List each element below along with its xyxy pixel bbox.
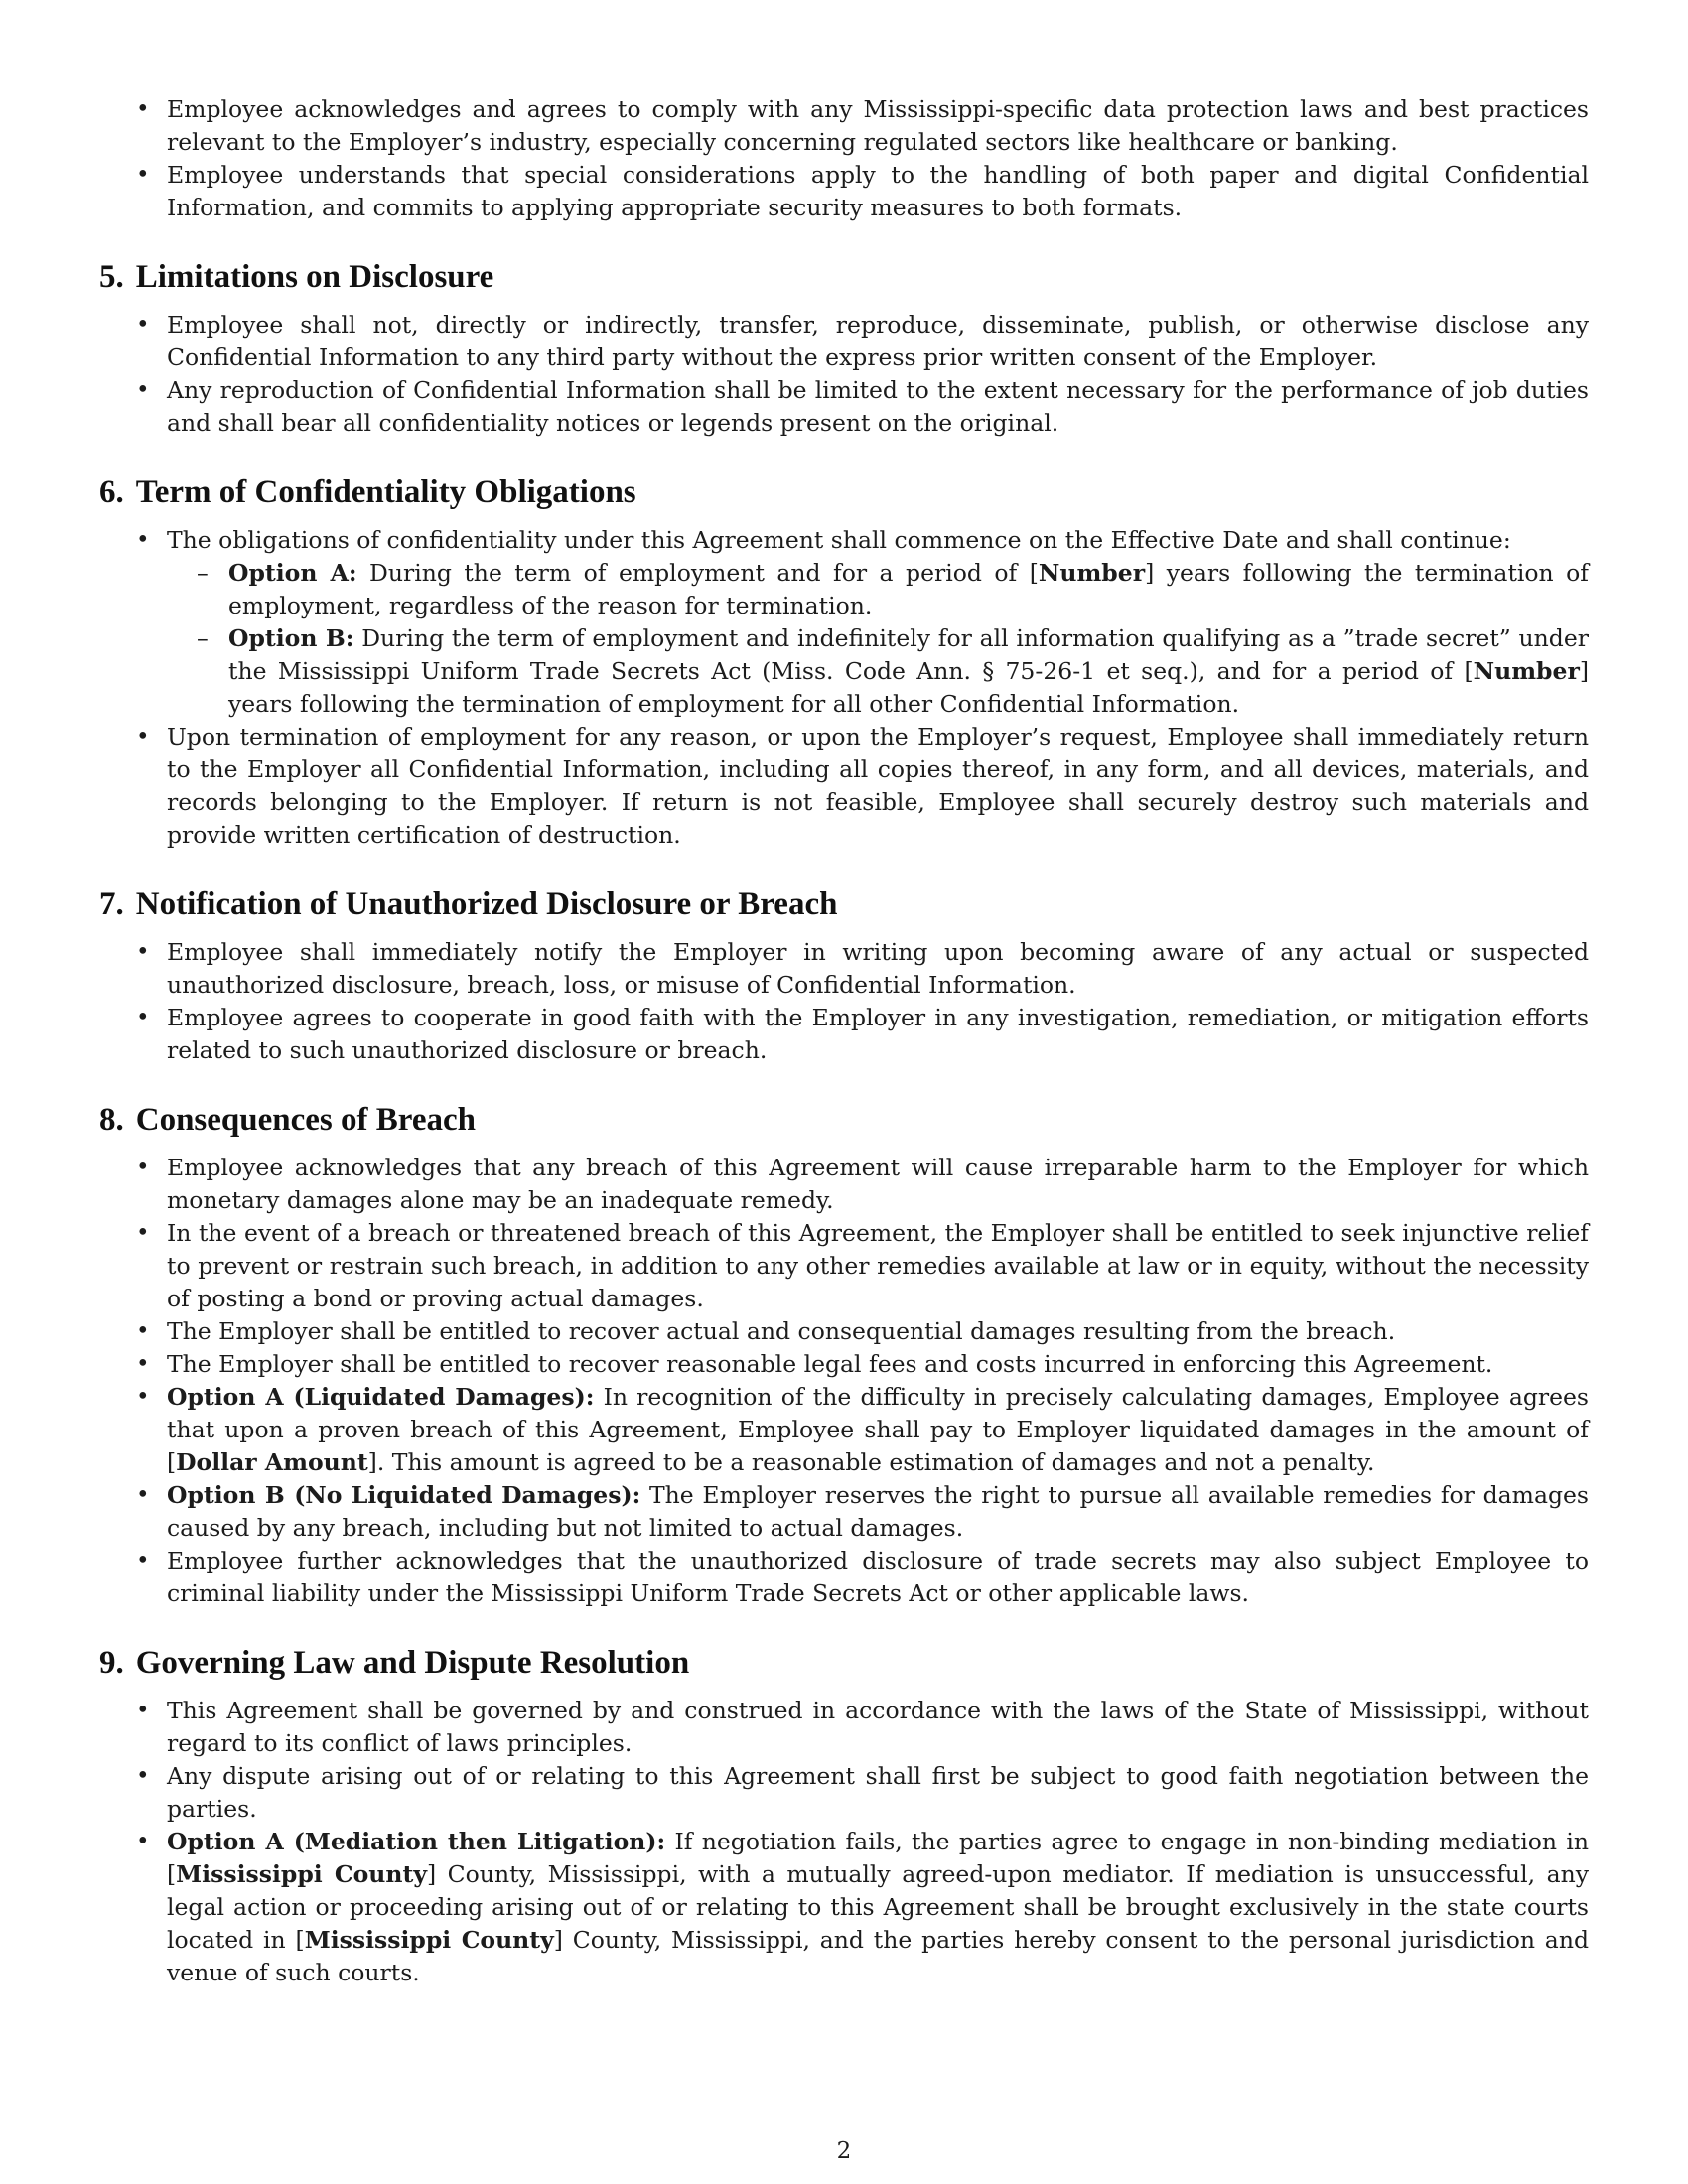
option-label: Option B (No Liquidated Damages): [167,1481,641,1509]
option-item [99,557,1589,622]
list-item: • The Employer shall be entitled to recover actual and consequential damages resulting from the breach. [99,1315,1589,1348]
section-heading-9 [99,1643,1589,1683]
list-item-text: The obligations of confidentiality under this Agreement shall commence on the Effective Date and shall continue: [167,526,1511,554]
placeholder-county: Mississippi County [176,1860,427,1888]
page-number: 2 [836,2138,852,2164]
placeholder-amount: Dollar Amount [176,1448,368,1476]
option-text: ] County, Mississippi, and the parties hereby consent to the personal jurisdiction and venue of such courts. [167,1926,1589,1986]
intro-list [99,93,1589,224]
list-item [99,524,1589,557]
list-item [99,1381,1589,1479]
list-item: • Employee acknowledges and agrees to comply with any Mississippi-specific data protection laws and best practices relevant to the Employer’s industry, especially concerning regulated sectors like healthcare or banking. [99,93,1589,159]
section-heading-7 [99,885,1589,924]
list-item: • Any reproduction of Confidential Information shall be limited to the extent necessary for the performance of job duties and shall bear all confidentiality notices or legends present on the original. [99,374,1589,440]
section-heading-8 [99,1100,1589,1140]
section-title: Consequences of Breach [135,1102,476,1138]
section-6-options [99,557,1589,721]
section-number: 5. [99,259,124,295]
option-text: During the term of employment and for a period of [ [356,559,1039,587]
list-item: • Employee understands that special considerations apply to the handling of both paper and digital Confidential Information, and commits to applying appropriate security measures to both formats. [99,159,1589,224]
section-number: 9. [99,1645,124,1681]
section-number: 7. [99,887,124,922]
list-item: • Upon termination of employment for any reason, or upon the Employer’s request, Employee shall immediately return to the Employer all Confidential Information, including all copies thereof, in any form, and all devices, materials, and records belonging to the Employer. If return is not feasible, Employee shall securely destroy such materials and provide written certification of destruction. [99,721,1589,852]
list-item: • Employee shall not, directly or indirectly, transfer, reproduce, disseminate, publish, or otherwise disclose any Confidential Information to any third party without the express prior written consent of the Employer. [99,309,1589,374]
section-7-list [99,936,1589,1067]
section-8-list [99,1152,1589,1610]
list-item: • Employee agrees to cooperate in good faith with the Employer in any investigation, remediation, or mitigation efforts related to such unauthorized disclosure or breach. [99,1002,1589,1067]
document-page [99,93,1589,1989]
list-item: • Employee acknowledges that any breach of this Agreement will cause irreparable harm to the Employer for which monetary damages alone may be an inadequate remedy. [99,1152,1589,1217]
section-title: Governing Law and Dispute Resolution [135,1645,690,1681]
list-item [99,1479,1589,1545]
section-title: Limitations on Disclosure [135,259,494,295]
placeholder-number: Number [1038,559,1146,587]
list-item: • The Employer shall be entitled to recover reasonable legal fees and costs incurred in enforcing this Agreement. [99,1348,1589,1381]
section-heading-5 [99,257,1589,297]
option-label: Option A: [228,559,357,587]
placeholder-county: Mississippi County [304,1926,554,1954]
list-item: • Any dispute arising out of or relating to this Agreement shall first be subject to good faith negotiation between the parties. [99,1760,1589,1826]
list-item: • Employee shall immediately notify the Employer in writing upon becoming aware of any actual or suspected unauthorized disclosure, breach, loss, or misuse of Confidential Information. [99,936,1589,1002]
option-text: ] years following the termination of employment for all other Confidential Information. [228,657,1589,718]
list-item [99,1826,1589,1989]
placeholder-number: Number [1473,657,1580,685]
option-text: ] County, Mississippi, with a mutually agreed-upon mediator. If mediation is unsuccessful, any legal action or proceeding arising out of or relating to this Agreement shall be brought exclusively in the state courts located in [ [167,1860,1590,1954]
option-text: If negotiation fails, the parties agree to engage in non-binding mediation in [ [167,1828,1589,1888]
option-text: ] years following the termination of employment, regardless of the reason for termination. [228,559,1589,619]
section-5-list [99,309,1589,440]
option-label: Option A (Liquidated Damages): [167,1383,595,1411]
option-label: Option B: [228,624,354,652]
option-label: Option A (Mediation then Litigation): [167,1828,666,1855]
option-text: The Employer reserves the right to pursue all available remedies for damages caused by any breach, including but not limited to actual damages. [167,1481,1589,1542]
section-heading-6 [99,473,1589,512]
option-text: ]. This amount is agreed to be a reasonable estimation of damages and not a penalty. [367,1448,1375,1476]
option-text: During the term of employment and indefinitely for all information qualifying as a ”trade secret” under the Mississippi Uniform Trade Secrets Act (Miss. Code Ann. § 75-26-1 et seq.), and for a period of [ [228,624,1589,685]
list-item: • In the event of a breach or threatened breach of this Agreement, the Employer shall be entitled to seek injunctive relief to prevent or restrain such breach, in addition to any other remedies available at law or in equity, without the necessity of posting a bond or proving actual damages. [99,1217,1589,1315]
section-number: 8. [99,1102,124,1138]
list-item: • Employee further acknowledges that the unauthorized disclosure of trade secrets may also subject Employee to criminal liability under the Mississippi Uniform Trade Secrets Act or other applicable laws. [99,1545,1589,1610]
section-title: Notification of Unauthorized Disclosure or Breach [135,887,838,922]
option-text: In recognition of the difficulty in precisely calculating damages, Employee agrees that upon a proven breach of this Agreement, Employee shall pay to Employer liquidated damages in the amount of [ [167,1383,1589,1476]
section-6-list [99,524,1589,557]
list-item: • This Agreement shall be governed by and construed in accordance with the laws of the State of Mississippi, without regard to its conflict of laws principles. [99,1695,1589,1760]
section-title: Term of Confidentiality Obligations [135,475,636,510]
option-item [99,622,1589,721]
section-6-list-cont [99,721,1589,852]
section-number: 6. [99,475,124,510]
section-9-list [99,1695,1589,1989]
